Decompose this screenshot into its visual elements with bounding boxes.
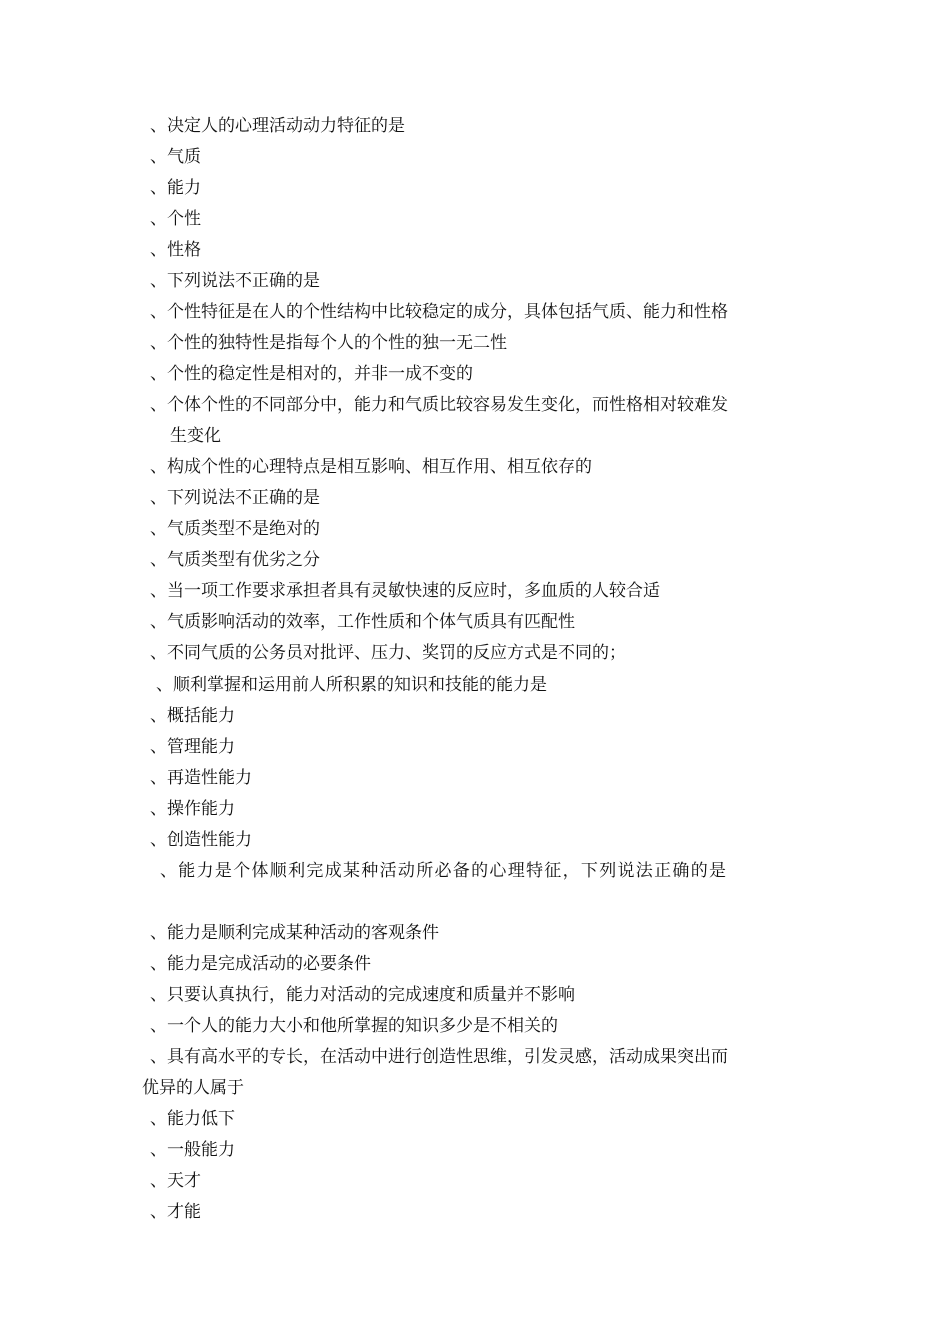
- option-5a: 、能力是顺利完成某种活动的客观条件: [150, 923, 439, 943]
- question-5: 、能力是个体顺利完成某种活动所必备的心理特征，下列说法正确的是: [160, 861, 728, 881]
- option-4a: 、概括能力: [150, 706, 235, 726]
- option-2d-line2: 生变化: [170, 426, 221, 446]
- option-2c: 、个性的稳定性是相对的，并非一成不变的: [150, 364, 473, 384]
- option-4d: 、操作能力: [150, 799, 235, 819]
- question-1: 、决定人的心理活动动力特征的是: [150, 116, 405, 136]
- question-6-line1: 、具有高水平的专长，在活动中进行创造性思维，引发灵感，活动成果突出而: [150, 1047, 728, 1067]
- option-3c: 、当一项工作要求承担者具有灵敏快速的反应时，多血质的人较合适: [150, 581, 660, 601]
- option-5d: 、一个人的能力大小和他所掌握的知识多少是不相关的: [150, 1016, 558, 1036]
- option-3a: 、气质类型不是绝对的: [150, 519, 320, 539]
- option-4b: 、管理能力: [150, 737, 235, 757]
- question-3: 、下列说法不正确的是: [150, 488, 320, 508]
- option-4c: 、再造性能力: [150, 768, 252, 788]
- option-3b: 、气质类型有优劣之分: [150, 550, 320, 570]
- option-6a: 、能力低下: [150, 1109, 235, 1129]
- option-1d: 、性格: [150, 240, 201, 260]
- question-6-line2: 优异的人属于: [142, 1078, 244, 1098]
- option-2b: 、个性的独特性是指每个人的个性的独一无二性: [150, 333, 507, 353]
- option-6b: 、一般能力: [150, 1140, 235, 1160]
- option-2d-line1: 、个体个性的不同部分中，能力和气质比较容易发生变化，而性格相对较难发: [150, 395, 728, 415]
- option-2a: 、个性特征是在人的个性结构中比较稳定的成分，具体包括气质、能力和性格: [150, 302, 728, 322]
- option-5b: 、能力是完成活动的必要条件: [150, 954, 371, 974]
- question-4: 、顺利掌握和运用前人所积累的知识和技能的能力是: [156, 675, 547, 695]
- option-6d: 、才能: [150, 1202, 201, 1222]
- question-2: 、下列说法不正确的是: [150, 271, 320, 291]
- option-5c: 、只要认真执行，能力对活动的完成速度和质量并不影响: [150, 985, 575, 1005]
- option-3e: 、不同气质的公务员对批评、压力、奖罚的反应方式是不同的；: [150, 643, 626, 663]
- option-4e: 、创造性能力: [150, 830, 252, 850]
- option-1b: 、能力: [150, 178, 201, 198]
- option-1c: 、个性: [150, 209, 201, 229]
- option-6c: 、天才: [150, 1171, 201, 1191]
- option-1a: 、气质: [150, 147, 201, 167]
- option-2e: 、构成个性的心理特点是相互影响、相互作用、相互依存的: [150, 457, 592, 477]
- option-3d: 、气质影响活动的效率，工作性质和个体气质具有匹配性: [150, 612, 575, 632]
